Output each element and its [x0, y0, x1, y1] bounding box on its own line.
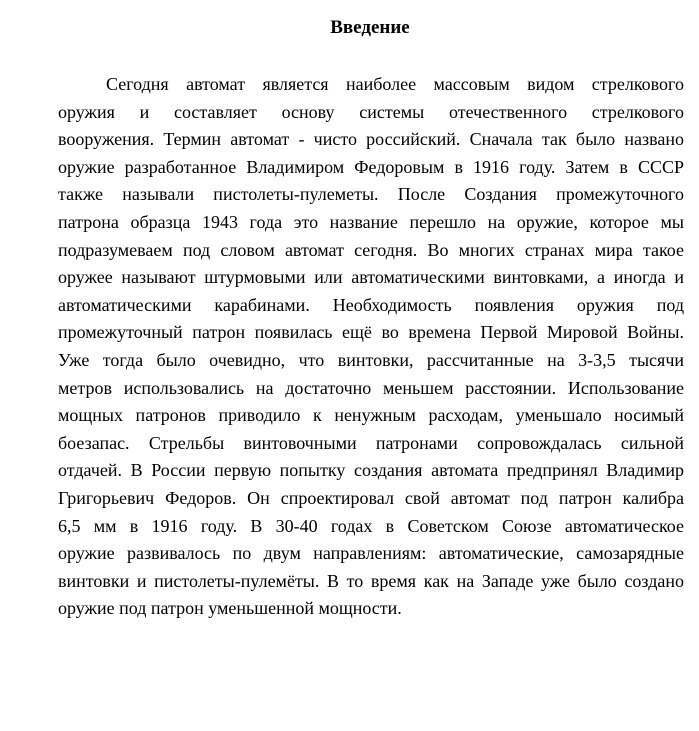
paragraph-line: промежуточный патрон появилась ещё во времена Первой Мировой Войны.: [58, 322, 684, 343]
paragraph-line: метров использовались на достаточно меньшем расстоянии. Использование: [58, 377, 684, 398]
paragraph-line: Сегодня автомат является наиболее массовым видом стрелкового: [106, 74, 684, 94]
paragraph-line: отдачей. В России первую попытку создания автомата предпринял Владимир: [58, 460, 684, 481]
paragraph-line: Григорьевич Федоров. Он спроектировал свой автомат под патрон калибра: [58, 487, 684, 508]
paragraph-line: Уже тогда было очевидно, что винтовки, рассчитанные на 3-3,5 тысячи: [58, 349, 684, 370]
paragraph-line: оружие разработанное Владимиром Федоровым в 1916 году. Затем в СССР: [58, 156, 684, 177]
paragraph-line: автоматическими карабинами. Необходимость появления оружия под: [58, 294, 684, 315]
paragraph-line: оружия и составляет основу системы отечественного стрелкового: [58, 101, 684, 122]
paragraph-line: подразумеваем под словом автомат сегодня. Во многих странах мира такое: [58, 239, 684, 260]
paragraph-line: оружее называют штурмовыми или автоматическими винтовками, а иногда и: [58, 267, 684, 288]
paragraph-line: винтовки и пистолеты-пулемёты. В то время как на Западе уже было создано: [58, 570, 684, 591]
document-title: Введение: [330, 17, 410, 38]
paragraph-line: патрона образца 1943 года это название перешло на оружие, которое мы: [58, 211, 684, 232]
paragraph-line: 6,5 мм в 1916 году. В 30-40 годах в Советском Союзе автоматическое: [58, 515, 684, 536]
paragraph-line: также называли пистолеты-пулеметы. После Создания промежуточного: [58, 184, 684, 205]
paragraph-line: оружие под патрон уменьшенной мощности.: [58, 598, 402, 619]
paragraph-line: мощных патронов приводило к ненужным расходам, уменьшало носимый: [58, 405, 684, 426]
paragraph-line: боезапас. Стрельбы винтовочными патронами сопровождалась сильной: [58, 432, 684, 453]
paragraph-line: вооружения. Термин автомат - чисто российский. Сначала так было названо: [58, 129, 684, 150]
paragraph-line: оружие развивалось по двум направлениям: автоматические, самозарядные: [58, 543, 684, 564]
document-body: [58, 71, 684, 623]
